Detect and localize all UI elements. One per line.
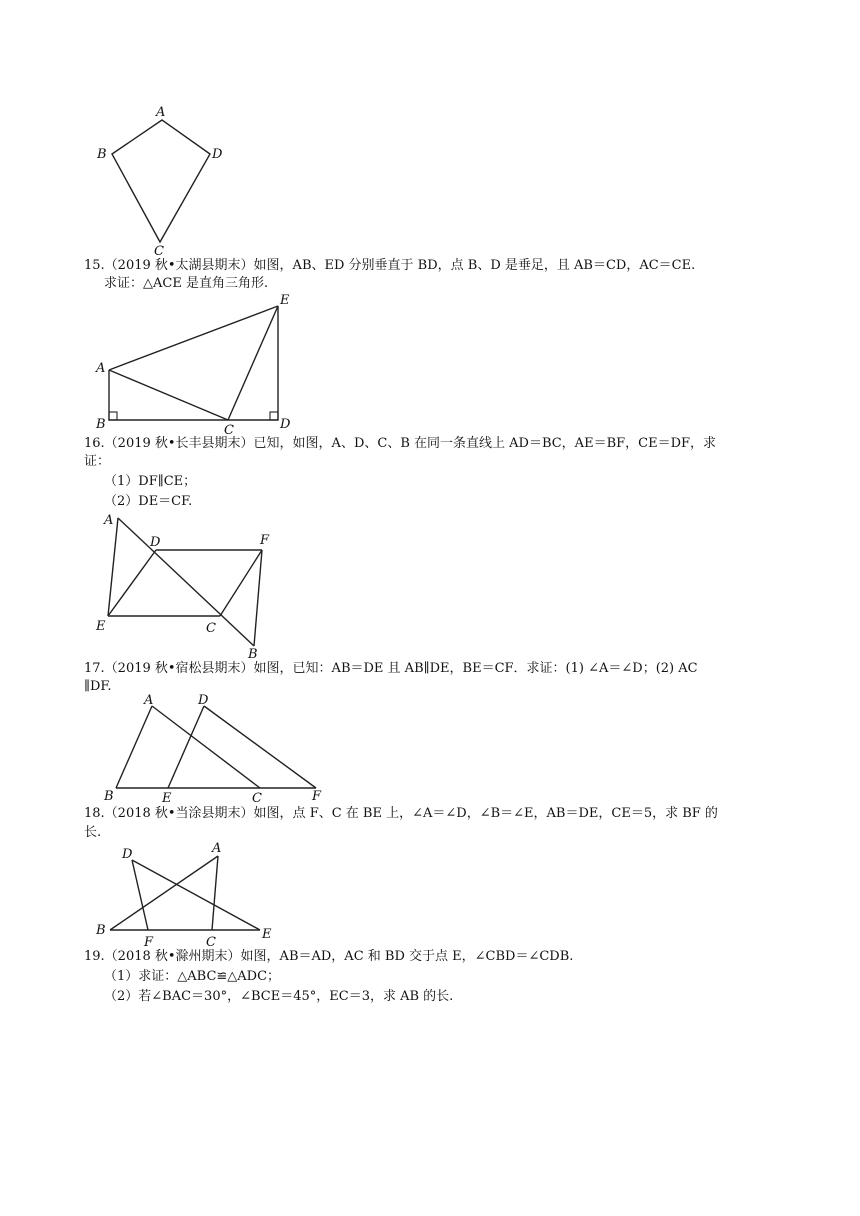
segment-BA (116, 706, 152, 788)
label-D: D (280, 417, 291, 432)
label-B: B (97, 147, 107, 162)
segment-AE (109, 306, 278, 370)
segment-AB (118, 518, 254, 646)
label-F: F (260, 533, 270, 548)
problem-16-statement-cont: 证： (84, 454, 111, 469)
label-B: B (248, 647, 258, 662)
label-A: A (156, 105, 166, 120)
right-angle-mark-D (270, 412, 278, 420)
right-angle-mark-B (109, 412, 117, 420)
label-D: D (122, 847, 133, 862)
segment-ED (168, 706, 204, 788)
segment-DF (132, 860, 148, 930)
problem-17-statement: 17.（2019 秋•宿松县期末）如图，已知：AB＝DE 且 AB∥DE，BE＝CF．求证：(1) ∠A＝∠D；(2) AC (84, 661, 698, 676)
label-C: C (154, 244, 164, 259)
label-E: E (96, 619, 106, 634)
problem-16-statement: 16.（2019 秋•长丰县期末）已知，如图，A、D、C、B 在同一条直线上 AD＝BC，AE＝BF，CE＝DF，求 (84, 436, 717, 451)
problem-19-statement: 19.（2018 秋•滁州期末）如图，AB＝AD，AC 和 BD 交于点 E，∠CBD＝∠CDB. (84, 949, 574, 964)
segment-CE (228, 306, 278, 420)
label-F: F (144, 935, 154, 950)
problem-15-question: 求证：△ACE 是直角三角形. (104, 276, 269, 291)
label-C: C (206, 935, 216, 950)
figure-16 (92, 510, 292, 660)
segment-AC (152, 706, 260, 788)
segment-DF (204, 706, 316, 788)
label-A: A (104, 513, 114, 528)
label-B: B (96, 923, 106, 938)
segment-AC (212, 856, 218, 930)
figure-17 (100, 692, 340, 804)
problem-18-statement: 18.（2018 秋•当涂县期末）如图，点 F、C 在 BE 上，∠A＝∠D，∠B＝∠E，AB＝DE，CE＝5，求 BF 的 (84, 806, 718, 821)
label-B: B (96, 417, 106, 432)
problem-19-item-1: （1）求证：△ABC≌△ADC； (104, 969, 281, 984)
label-C: C (206, 621, 216, 636)
label-E: E (280, 293, 290, 308)
label-D: D (198, 693, 209, 708)
problem-19-item-2: （2）若∠BAC＝30°，∠BCE＝45°，EC＝3，求 AB 的长. (104, 989, 454, 1004)
problem-15-statement: 15.（2019 秋•太湖县期末）如图，AB、ED 分别垂直于 BD，点 B、D 是垂足，且 AB＝CD，AC＝CE. (84, 258, 696, 273)
segment-FB (254, 550, 262, 646)
problem-16-item-2: （2）DE＝CF. (104, 494, 193, 509)
label-F: F (312, 789, 322, 804)
label-A: A (212, 841, 222, 856)
figure-15 (92, 292, 302, 438)
problem-18-statement-cont: 长. (84, 825, 102, 840)
segment-AE (108, 518, 118, 616)
segment-FC (220, 550, 262, 616)
label-B: B (104, 789, 114, 804)
figure-14-kite (90, 100, 230, 260)
label-A: A (144, 693, 154, 708)
label-D: D (212, 147, 223, 162)
figure-18 (92, 838, 292, 950)
segment-BA (110, 856, 218, 930)
kite-shape (112, 120, 210, 242)
segment-ED (108, 550, 156, 616)
label-C: C (224, 423, 234, 438)
problem-16-item-1: （1）DF∥CE； (104, 474, 197, 489)
label-C: C (252, 791, 262, 806)
label-E: E (262, 927, 272, 942)
segment-AC (109, 370, 228, 420)
label-E: E (162, 791, 172, 806)
label-D: D (150, 535, 161, 550)
label-A: A (96, 361, 106, 376)
problem-17-statement-cont: ∥DF. (84, 679, 112, 694)
